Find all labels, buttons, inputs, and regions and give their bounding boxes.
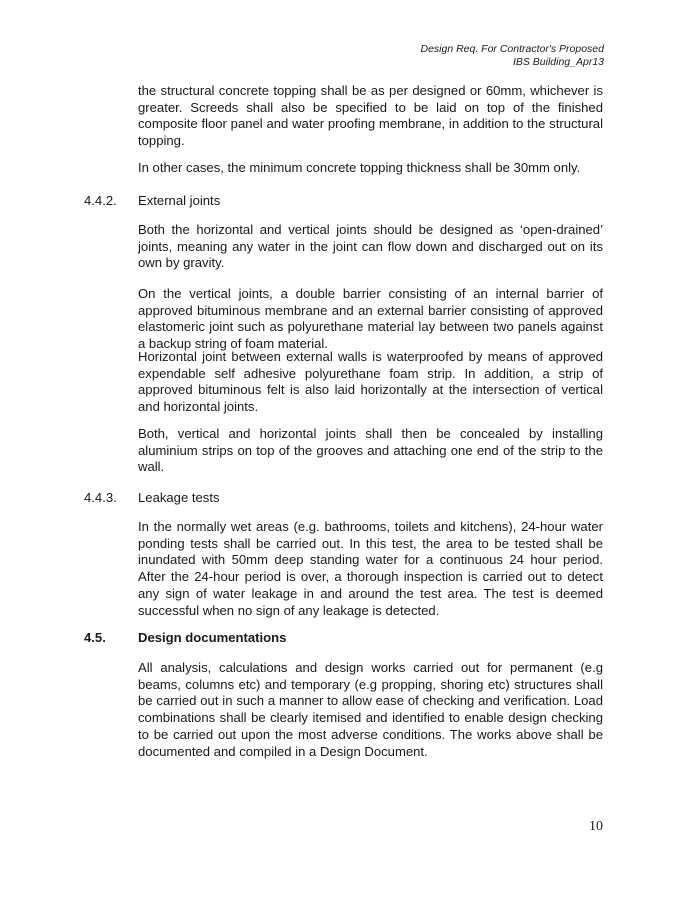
- paragraph-open-drained: Both the horizontal and vertical joints should be designed as ‘open-drained’ joints, meaning any water in the joint can flow down and discharged out on its own by gravity.: [138, 222, 603, 271]
- section-number: 4.4.2.: [84, 193, 117, 208]
- paragraph-structural-topping: the structural concrete topping shall be as per designed or 60mm, whichever is greater. Screeds shall also be specified to be laid on top of the finished composite floor panel and water proofing membrane, in addition to the structural topping.: [138, 83, 603, 149]
- section-title: External joints: [138, 193, 221, 208]
- paragraph-other-cases: In other cases, the minimum concrete topping thickness shall be 30mm only.: [138, 160, 581, 175]
- page-header: [420, 43, 604, 69]
- section-heading-4-4-3: [84, 490, 220, 507]
- section-heading-4-5: [84, 630, 286, 647]
- section-number: 4.4.3.: [84, 490, 117, 505]
- paragraph-concealed-joints: Both, vertical and horizontal joints shall then be concealed by installing aluminium strips on top of the grooves and attaching one end of the strip to the wall.: [138, 426, 603, 475]
- paragraph-design-documentations: All analysis, calculations and design works carried out for permanent (e.g beams, columns etc) and temporary (e.g propping, shoring etc) structures shall be carried out in such a manner to allow ease of checking and verification. Load combinations shall be clearly itemised and identified to enable design checking to be carried out upon the most adverse conditions. The works above shall be documented and compiled in a Design Document.: [138, 660, 603, 759]
- paragraph-horizontal-joints: Horizontal joint between external walls is waterproofed by means of approved expendable self adhesive polyurethane foam strip. In addition, a strip of approved bituminous felt is also laid horizontally at the intersection of vertical and horizontal joints.: [138, 349, 603, 415]
- section-number: 4.5.: [84, 630, 106, 645]
- section-heading-4-4-2: [84, 193, 220, 210]
- section-title: Design documentations: [138, 630, 287, 645]
- page-number: 10: [589, 819, 603, 834]
- header-document-title: Design Req. For Contractor's Proposed: [420, 43, 604, 55]
- paragraph-vertical-joints: On the vertical joints, a double barrier consisting of an internal barrier of approved bituminous membrane and an external barrier consisting of approved elastomeric joint such as polyurethane material lay between two panels against a backup string of foam material.: [138, 286, 603, 352]
- section-title: Leakage tests: [138, 490, 220, 505]
- header-document-subtitle: IBS Building_Apr13: [512, 56, 604, 68]
- paragraph-leakage-tests: In the normally wet areas (e.g. bathrooms, toilets and kitchens), 24-hour water ponding tests shall be carried out. In this test, the area to be tested shall be inundated with 50mm deep standing water for a continuous 24 hour period. After the 24-hour period is over, a thorough inspection is carried out to detect any sign of water leakage in and around the test area. The test is deemed successful when no sign of any leakage is detected.: [138, 519, 603, 618]
